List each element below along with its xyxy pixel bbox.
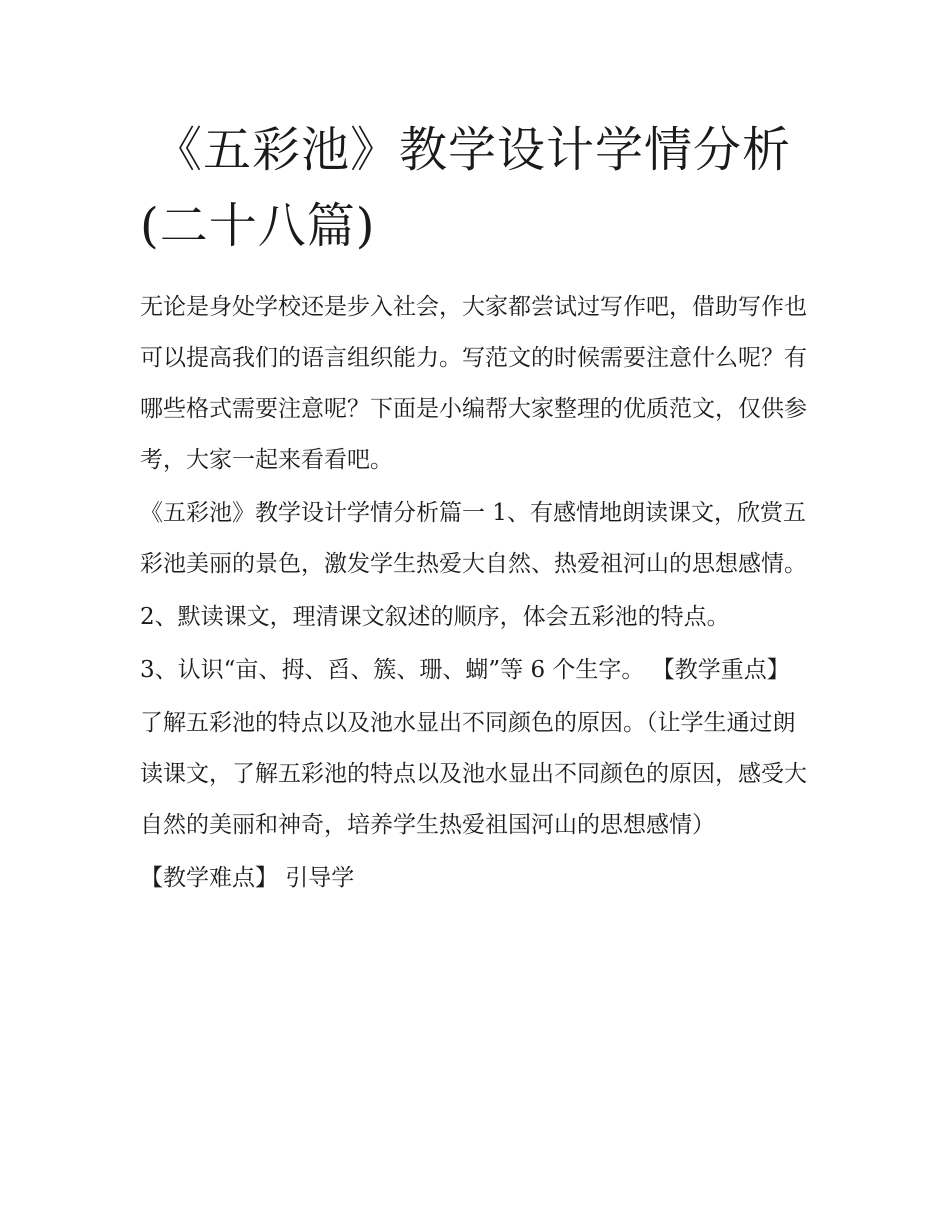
difficulty-paragraph: 【教学难点】 引导学 [140,865,355,891]
title-line-2: (二十八篇) [140,198,376,254]
key-point-paragraph: 了解五彩池的特点以及池水显出不同颜色的原因。（让学生通过朗读课文，了解五彩池的特点以及池水显出不同颜色的原因，感受大自然的美丽和神奇，培养学生热爱祖国河山的思想感情） [140,710,807,838]
objective-paragraph-3: 3、认识“亩、拇、舀、簇、珊、蝴”等 6 个生字。 【教学重点】 [140,657,790,683]
objective-paragraph-1: 《五彩池》教学设计学情分析篇一 1、有感情地朗读课文，欣赏五彩池美丽的景色，激发学生热爱大自然、热爱祖河山的思想感情。 [140,500,807,577]
document-body [140,112,812,906]
document-title [140,112,812,264]
title-line-1: 《五彩池》教学设计学情分析 [154,122,792,178]
intro-paragraph: 无论是身处学校还是步入社会，大家都尝试过写作吧，借助写作也可以提高我们的语言组织能力。写范文的时候需要注意什么呢？有哪些格式需要注意呢？下面是小编帮大家整理的优质范文，仅供参考，大家一起来看看吧。 [140,294,807,473]
objective-paragraph-2: 2、默读课文，理清课文叙述的顺序，体会五彩池的特点。 [140,604,730,630]
